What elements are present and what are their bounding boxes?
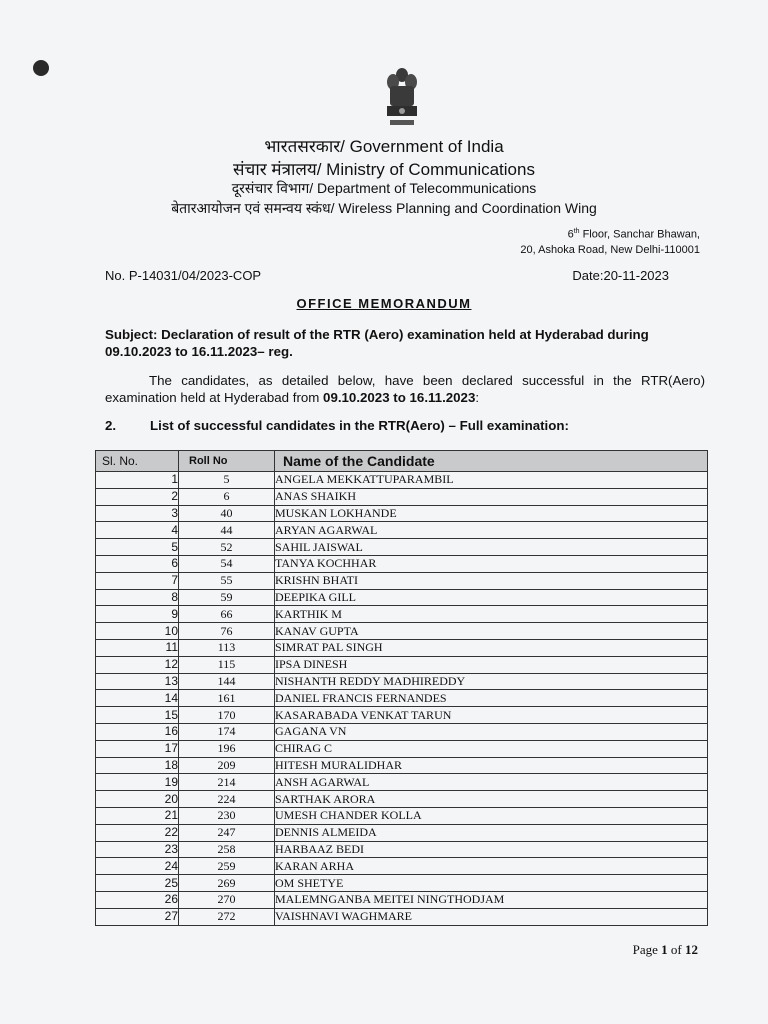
- cell-candidate-name: ANSH AGARWAL: [275, 774, 708, 791]
- cell-roll-no: 44: [179, 522, 275, 539]
- punch-hole: [33, 60, 49, 76]
- cell-roll-no: 52: [179, 539, 275, 556]
- header-ministry: संचार मंत्रालय/ Ministry of Communications: [233, 160, 535, 179]
- cell-candidate-name: TANYA KOCHHAR: [275, 555, 708, 572]
- cell-roll-no: 113: [179, 639, 275, 656]
- cell-roll-no: 272: [179, 908, 275, 925]
- cell-sl-no: 23: [96, 841, 179, 858]
- cell-sl-no: 20: [96, 791, 179, 808]
- table-row: [96, 875, 708, 892]
- cell-sl-no: 9: [96, 606, 179, 623]
- table-row: [96, 522, 708, 539]
- cell-sl-no: 11: [96, 639, 179, 656]
- table-row: [96, 472, 708, 489]
- cell-roll-no: 270: [179, 891, 275, 908]
- cell-candidate-name: SIMRAT PAL SINGH: [275, 639, 708, 656]
- cell-candidate-name: IPSA DINESH: [275, 656, 708, 673]
- cell-roll-no: 59: [179, 589, 275, 606]
- memo-title: OFFICE MEMORANDUM: [296, 296, 472, 311]
- cell-sl-no: 15: [96, 707, 179, 724]
- cell-candidate-name: DENNIS ALMEIDA: [275, 824, 708, 841]
- cell-sl-no: 16: [96, 723, 179, 740]
- cell-roll-no: 247: [179, 824, 275, 841]
- table-row: [96, 589, 708, 606]
- cell-candidate-name: CHIRAG C: [275, 740, 708, 757]
- table-row: [96, 606, 708, 623]
- cell-candidate-name: KRISHN BHATI: [275, 572, 708, 589]
- cell-roll-no: 230: [179, 807, 275, 824]
- cell-candidate-name: VAISHNAVI WAGHMARE: [275, 908, 708, 925]
- cell-sl-no: 10: [96, 623, 179, 640]
- cell-sl-no: 22: [96, 824, 179, 841]
- column-header-name: Name of the Candidate: [275, 451, 708, 472]
- cell-candidate-name: GAGANA VN: [275, 723, 708, 740]
- cell-sl-no: 5: [96, 539, 179, 556]
- table-row: [96, 707, 708, 724]
- cell-roll-no: 258: [179, 841, 275, 858]
- cell-sl-no: 6: [96, 555, 179, 572]
- page-number: Page 1 of 12: [632, 942, 698, 957]
- cell-sl-no: 25: [96, 875, 179, 892]
- table-row: [96, 623, 708, 640]
- table-row: [96, 791, 708, 808]
- table-row: [96, 891, 708, 908]
- cell-roll-no: 115: [179, 656, 275, 673]
- table-row: [96, 757, 708, 774]
- cell-candidate-name: UMESH CHANDER KOLLA: [275, 807, 708, 824]
- cell-candidate-name: ANGELA MEKKATTUPARAMBIL: [275, 472, 708, 489]
- cell-roll-no: 66: [179, 606, 275, 623]
- table-row: [96, 505, 708, 522]
- cell-sl-no: 14: [96, 690, 179, 707]
- table-header-row: [96, 451, 708, 472]
- cell-roll-no: 209: [179, 757, 275, 774]
- cell-roll-no: 6: [179, 488, 275, 505]
- cell-sl-no: 2: [96, 488, 179, 505]
- table-row: [96, 539, 708, 556]
- cell-sl-no: 8: [96, 589, 179, 606]
- cell-roll-no: 174: [179, 723, 275, 740]
- table-row: [96, 555, 708, 572]
- table-row: [96, 908, 708, 925]
- memo-subject: Subject: Declaration of result of the RTR (Aero) examination held at Hyderabad during 09.10.2023 to 16.11.2023– reg.: [105, 327, 649, 359]
- cell-sl-no: 13: [96, 673, 179, 690]
- cell-roll-no: 269: [179, 875, 275, 892]
- cell-candidate-name: SARTHAK ARORA: [275, 791, 708, 808]
- cell-roll-no: 55: [179, 572, 275, 589]
- cell-sl-no: 21: [96, 807, 179, 824]
- address-line-2: 20, Ashoka Road, New Delhi-110001: [520, 244, 700, 256]
- table-row: [96, 824, 708, 841]
- cell-sl-no: 26: [96, 891, 179, 908]
- memo-date: Date:20-11-2023: [572, 268, 669, 283]
- table-row: [96, 656, 708, 673]
- table-row: [96, 488, 708, 505]
- cell-sl-no: 19: [96, 774, 179, 791]
- cell-roll-no: 214: [179, 774, 275, 791]
- table-row: [96, 723, 708, 740]
- cell-candidate-name: KARTHIK M: [275, 606, 708, 623]
- cell-sl-no: 12: [96, 656, 179, 673]
- table-body: [96, 472, 708, 926]
- cell-roll-no: 144: [179, 673, 275, 690]
- cell-sl-no: 4: [96, 522, 179, 539]
- cell-candidate-name: OM SHETYE: [275, 875, 708, 892]
- column-header-roll-no: Roll No: [179, 451, 275, 472]
- cell-sl-no: 3: [96, 505, 179, 522]
- column-header-sl-no: Sl. No.: [96, 451, 179, 472]
- cell-candidate-name: HITESH MURALIDHAR: [275, 757, 708, 774]
- cell-candidate-name: MALEMNGANBA MEITEI NINGTHODJAM: [275, 891, 708, 908]
- table-row: [96, 690, 708, 707]
- cell-candidate-name: MUSKAN LOKHANDE: [275, 505, 708, 522]
- cell-candidate-name: KANAV GUPTA: [275, 623, 708, 640]
- reference-number: No. P-14031/04/2023-COP: [105, 268, 262, 283]
- cell-roll-no: 259: [179, 858, 275, 875]
- cell-roll-no: 224: [179, 791, 275, 808]
- cell-candidate-name: SAHIL JAISWAL: [275, 539, 708, 556]
- cell-roll-no: 170: [179, 707, 275, 724]
- intro-paragraph: The candidates, as detailed below, have been declared successful in the RTR(Aero) examination held at Hyderabad from 09.10.2023 to 16.11.2023:: [105, 373, 705, 405]
- header-department: दूरसंचार विभाग/ Department of Telecommunications: [231, 180, 537, 196]
- cell-candidate-name: KASARABADA VENKAT TARUN: [275, 707, 708, 724]
- cell-sl-no: 1: [96, 472, 179, 489]
- table-row: [96, 858, 708, 875]
- cell-sl-no: 17: [96, 740, 179, 757]
- cell-candidate-name: ANAS SHAIKH: [275, 488, 708, 505]
- cell-candidate-name: ARYAN AGARWAL: [275, 522, 708, 539]
- section-heading: 2. List of successful candidates in the RTR(Aero) – Full examination:: [105, 418, 569, 433]
- results-table: [95, 450, 708, 926]
- cell-candidate-name: NISHANTH REDDY MADHIREDDY: [275, 673, 708, 690]
- cell-roll-no: 161: [179, 690, 275, 707]
- table-row: [96, 673, 708, 690]
- cell-sl-no: 27: [96, 908, 179, 925]
- cell-candidate-name: HARBAAZ BEDI: [275, 841, 708, 858]
- cell-roll-no: 76: [179, 623, 275, 640]
- cell-roll-no: 54: [179, 555, 275, 572]
- cell-candidate-name: DEEPIKA GILL: [275, 589, 708, 606]
- cell-sl-no: 7: [96, 572, 179, 589]
- header-government: भारतसरकार/ Government of India: [264, 137, 504, 156]
- cell-roll-no: 40: [179, 505, 275, 522]
- national-emblem-icon: [382, 66, 422, 132]
- table-row: [96, 807, 708, 824]
- table-row: [96, 740, 708, 757]
- header-wing: बेतारआयोजन एवं समन्वय स्कंध/ Wireless Planning and Coordination Wing: [171, 200, 597, 216]
- cell-candidate-name: DANIEL FRANCIS FERNANDES: [275, 690, 708, 707]
- cell-sl-no: 18: [96, 757, 179, 774]
- cell-roll-no: 196: [179, 740, 275, 757]
- cell-candidate-name: KARAN ARHA: [275, 858, 708, 875]
- cell-roll-no: 5: [179, 472, 275, 489]
- table-row: [96, 639, 708, 656]
- cell-sl-no: 24: [96, 858, 179, 875]
- table-row: [96, 841, 708, 858]
- address-line-1: 6th Floor, Sanchar Bhawan,: [567, 228, 700, 241]
- table-row: [96, 572, 708, 589]
- table-row: [96, 774, 708, 791]
